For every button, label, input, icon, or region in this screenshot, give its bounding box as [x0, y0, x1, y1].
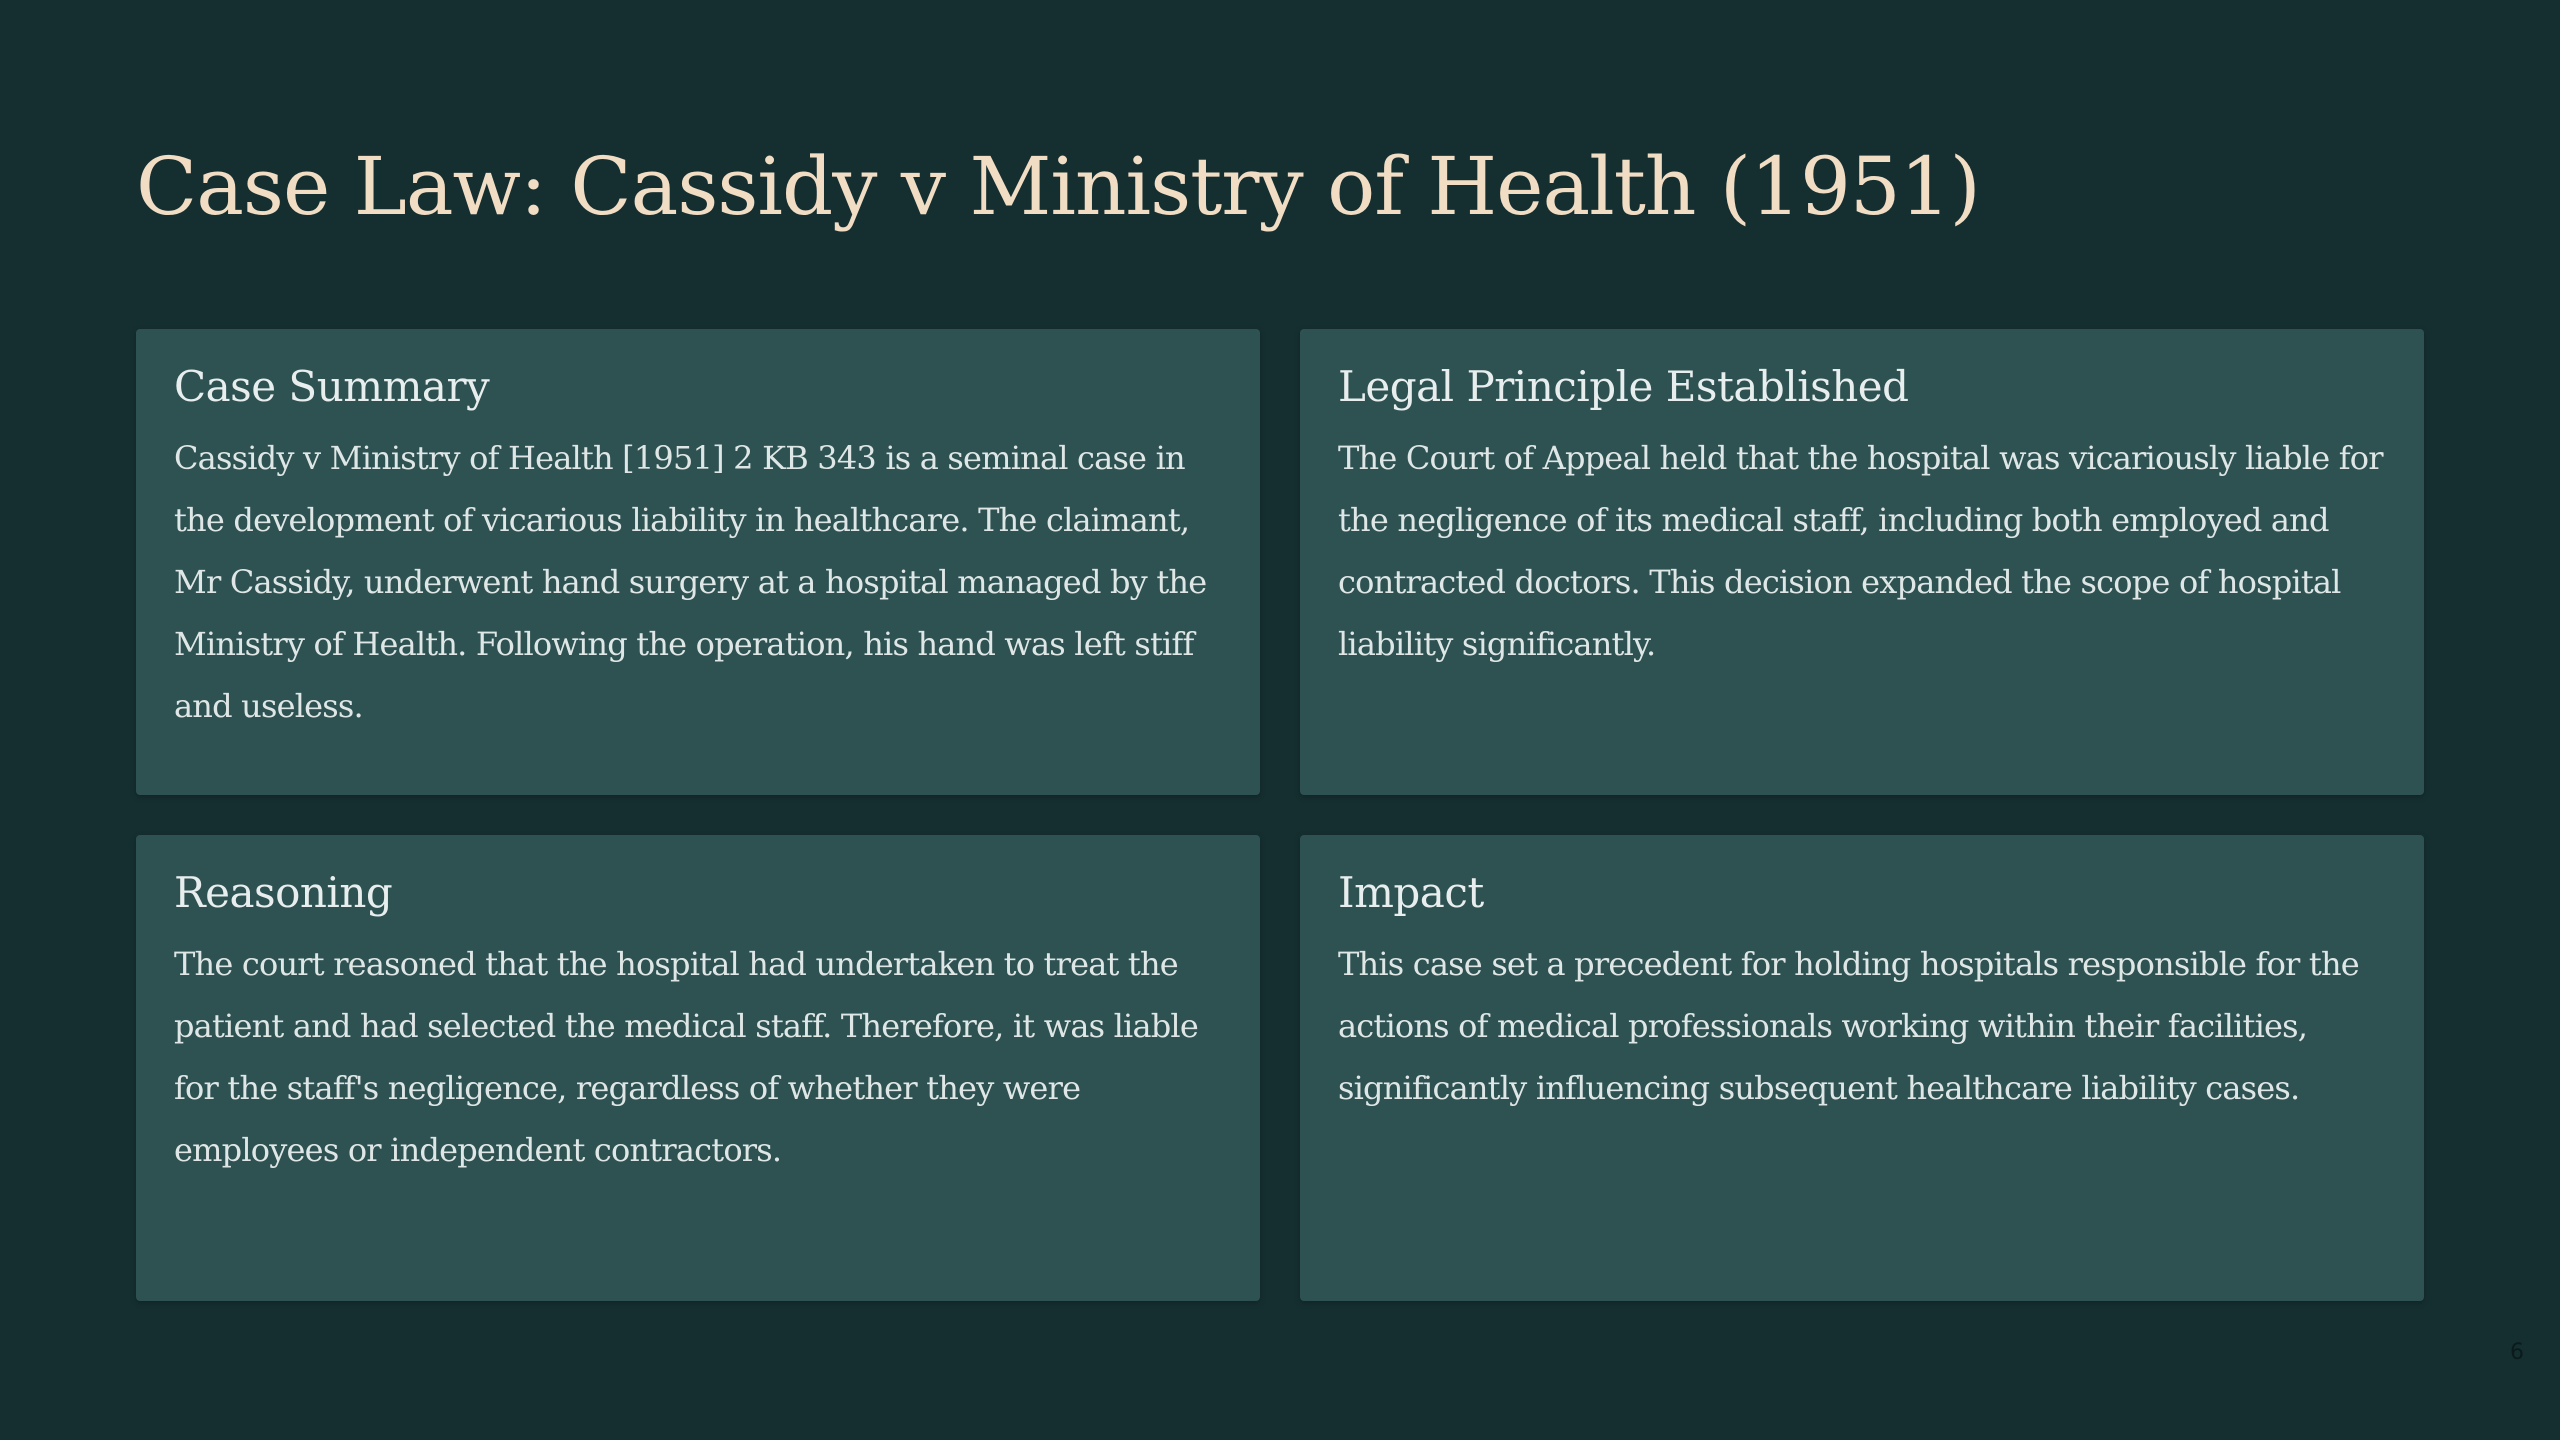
page-number: 6	[2510, 1340, 2524, 1365]
impact-card	[1300, 835, 2424, 1301]
slide-title: Case Law: Cassidy v Ministry of Health (1951)	[136, 140, 1980, 233]
case-summary-card	[136, 329, 1260, 795]
card-heading: Legal Principle Established	[1338, 362, 1909, 411]
card-body: The court reasoned that the hospital had undertaken to treat the patient and had selected the medical staff. Therefore, it was liable for the staff's negligence, regardless of whether they were employees or independent contractors.	[174, 945, 1199, 1169]
card-heading: Case Summary	[174, 362, 490, 411]
card-body: This case set a precedent for holding hospitals responsible for the actions of medical professionals working within their facilities, significantly influencing subsequent healthcare liability cases.	[1338, 945, 2359, 1107]
legal-principle-card	[1300, 329, 2424, 795]
card-body: Cassidy v Ministry of Health [1951] 2 KB 343 is a seminal case in the development of vicarious liability in healthcare. The claimant, Mr Cassidy, underwent hand surgery at a hospital managed by the Ministry of Health. Following the operation, his hand was left stiff and useless.	[174, 439, 1207, 725]
card-heading: Reasoning	[174, 868, 393, 917]
card-body: The Court of Appeal held that the hospital was vicariously liable for the negligence of its medical staff, including both employed and contracted doctors. This decision expanded the scope of hospital liability significantly.	[1338, 439, 2383, 663]
reasoning-card	[136, 835, 1260, 1301]
card-heading: Impact	[1338, 868, 1484, 917]
